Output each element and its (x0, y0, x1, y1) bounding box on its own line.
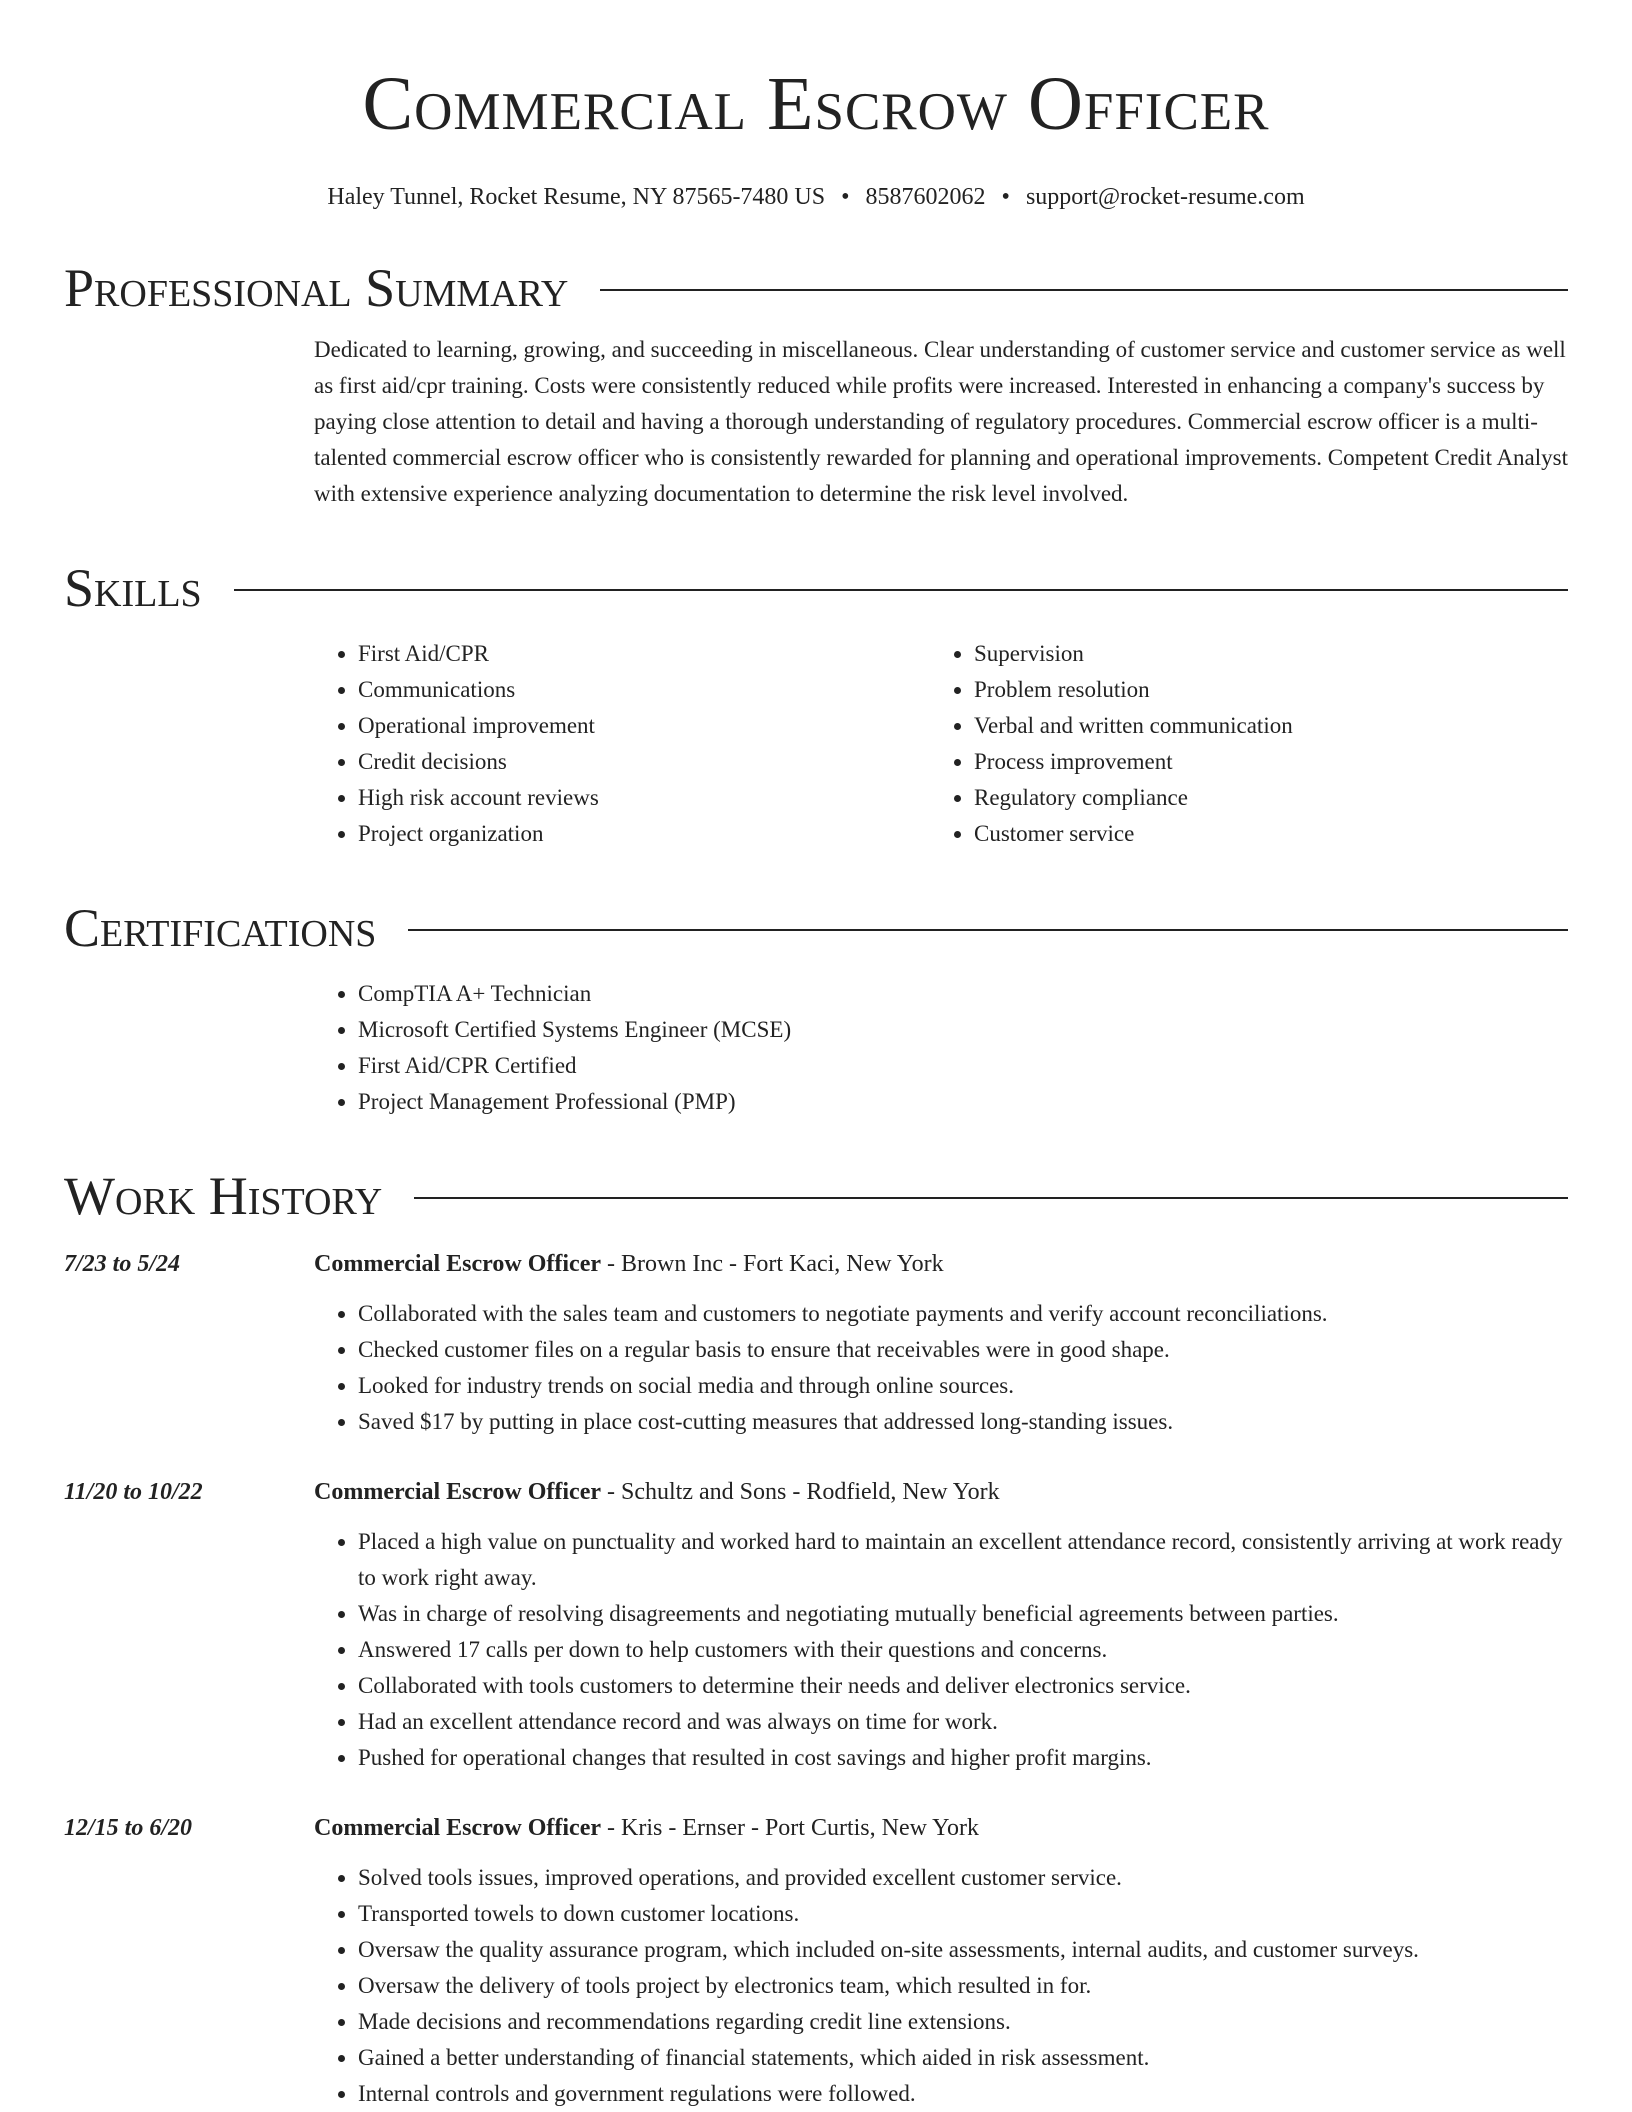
contact-phone: 8587602062 (865, 184, 986, 210)
job-detail (314, 1246, 1568, 1440)
job-bullet: • Collaborated with tools customers to determine their needs and deliver electronics service. (358, 1668, 1568, 1704)
job-bullet: • Looked for industry trends on social media and through online sources. (358, 1368, 1568, 1404)
certifications-heading: Certifications (64, 898, 377, 958)
skill-item: • Verbal and written communication (974, 708, 1546, 744)
job-bullet: • Made decisions and recommendations regarding credit line extensions. (358, 2004, 1568, 2040)
section-divider (414, 1197, 1568, 1199)
work-history-section-header (64, 1166, 1568, 1226)
job-role: Commercial Escrow Officer (314, 1251, 602, 1277)
job-bullets (314, 1524, 1568, 1776)
job-bullets (314, 1860, 1568, 2112)
job-bullet: • Placed a high value on punctuality and worked hard to maintain an excellent attendance record, consistently arriving at work ready to work right away. (358, 1524, 1568, 1596)
job-bullet: • Checked customer files on a regular basis to ensure that receivables were in good shape. (358, 1332, 1568, 1368)
job-detail (314, 1810, 1568, 2112)
certification-item: • CompTIA A+ Technician (358, 976, 1568, 1012)
job-employer: - Kris - Ernser - Port Curtis, New York (601, 1815, 979, 1841)
skill-item: • Customer service (974, 816, 1546, 852)
skill-item: • Problem resolution (974, 672, 1546, 708)
section-divider (600, 289, 1568, 291)
contact-address: Haley Tunnel, Rocket Resume, NY 87565-7480 US (327, 184, 826, 210)
certification-item: • First Aid/CPR Certified (358, 1048, 1568, 1084)
job-bullet: • Gained a better understanding of financial statements, which aided in risk assessment. (358, 2040, 1568, 2076)
job-dates: 12/15 to 6/20 (64, 1815, 193, 1841)
section-divider (234, 589, 1568, 591)
skills-column-right (930, 636, 1546, 852)
job-role: Commercial Escrow Officer (314, 1479, 602, 1505)
job-bullet: • Pushed for operational changes that resulted in cost savings and higher profit margins. (358, 1740, 1568, 1776)
job-bullet: • Transported towels to down customer locations. (358, 1896, 1568, 1932)
skills-section-header (64, 558, 1568, 618)
job-entry (64, 1246, 1568, 1440)
skill-item: • Regulatory compliance (974, 780, 1546, 816)
skill-item: • Project organization (358, 816, 930, 852)
certifications-list (314, 976, 1568, 1120)
summary-section-header (64, 258, 1568, 318)
summary-text: Dedicated to learning, growing, and succeeding in miscellaneous. Clear understanding of customer service and customer service as well as first aid/cpr training. Costs were consistently reduced while profits were increased. Interested in enhancing a company's success by paying close attention to detail and having a thorough understanding of regulatory procedures. Commercial escrow officer is a multi-talented commercial escrow officer who is consistently rewarded for planning and operational improvements. Competent Credit Analyst with extensive experience analyzing documentation to determine the risk level involved. (314, 337, 1568, 506)
contact-email: support@rocket-resume.com (1025, 184, 1305, 210)
job-bullet: • Was in charge of resolving disagreements and negotiating mutually beneficial agreements between parties. (358, 1596, 1568, 1632)
job-detail (314, 1474, 1568, 1776)
job-bullet: • Oversaw the quality assurance program, which included on-site assessments, internal audits, and customer surveys. (358, 1932, 1568, 1968)
skill-item: • Process improvement (974, 744, 1546, 780)
summary-heading: Professional Summary (64, 258, 569, 318)
job-title-line (314, 1810, 1568, 1846)
job-bullets (314, 1296, 1568, 1440)
skill-item: • High risk account reviews (358, 780, 930, 816)
job-title-line (314, 1246, 1568, 1282)
contact-line (64, 182, 1568, 212)
job-entry (64, 1810, 1568, 2112)
job-bullet: • Had an excellent attendance record and was always on time for work. (358, 1704, 1568, 1740)
resume-page (64, 0, 1568, 2112)
job-bullet: • Oversaw the delivery of tools project by electronics team, which resulted in for. (358, 1968, 1568, 2004)
skills-heading: Skills (64, 558, 202, 618)
job-bullet: • Collaborated with the sales team and customers to negotiate payments and verify account reconciliations. (358, 1296, 1568, 1332)
job-bullet: • Solved tools issues, improved operations, and provided excellent customer service. (358, 1860, 1568, 1896)
skills-list (314, 636, 1568, 852)
skill-item: • Supervision (974, 636, 1546, 672)
job-bullet: • Internal controls and government regulations were followed. (358, 2076, 1568, 2112)
job-title-line (314, 1474, 1568, 1510)
skill-item: • Credit decisions (358, 744, 930, 780)
job-entry (64, 1474, 1568, 1776)
job-employer: - Schultz and Sons - Rodfield, New York (601, 1479, 1000, 1505)
job-bullet: • Saved $17 by putting in place cost-cutting measures that addressed long-standing issues. (358, 1404, 1568, 1440)
certifications-section-header (64, 898, 1568, 958)
section-divider (408, 929, 1568, 931)
skill-item: • Communications (358, 672, 930, 708)
skill-item: • Operational improvement (358, 708, 930, 744)
job-role: Commercial Escrow Officer (314, 1815, 602, 1841)
certification-item: • Project Management Professional (PMP) (358, 1084, 1568, 1120)
contact-separator: • (841, 184, 850, 210)
certification-item: • Microsoft Certified Systems Engineer (MCSE) (358, 1012, 1568, 1048)
job-dates: 11/20 to 10/22 (64, 1479, 203, 1505)
job-dates: 7/23 to 5/24 (64, 1251, 181, 1277)
job-bullet: • Answered 17 calls per down to help customers with their questions and concerns. (358, 1632, 1568, 1668)
job-employer: - Brown Inc - Fort Kaci, New York (601, 1251, 944, 1277)
work-history-heading: Work History (64, 1166, 383, 1226)
contact-separator: • (1001, 184, 1010, 210)
resume-name: Commercial Escrow Officer (362, 62, 1270, 146)
skills-column-left (314, 636, 930, 852)
skill-item: • First Aid/CPR (358, 636, 930, 672)
